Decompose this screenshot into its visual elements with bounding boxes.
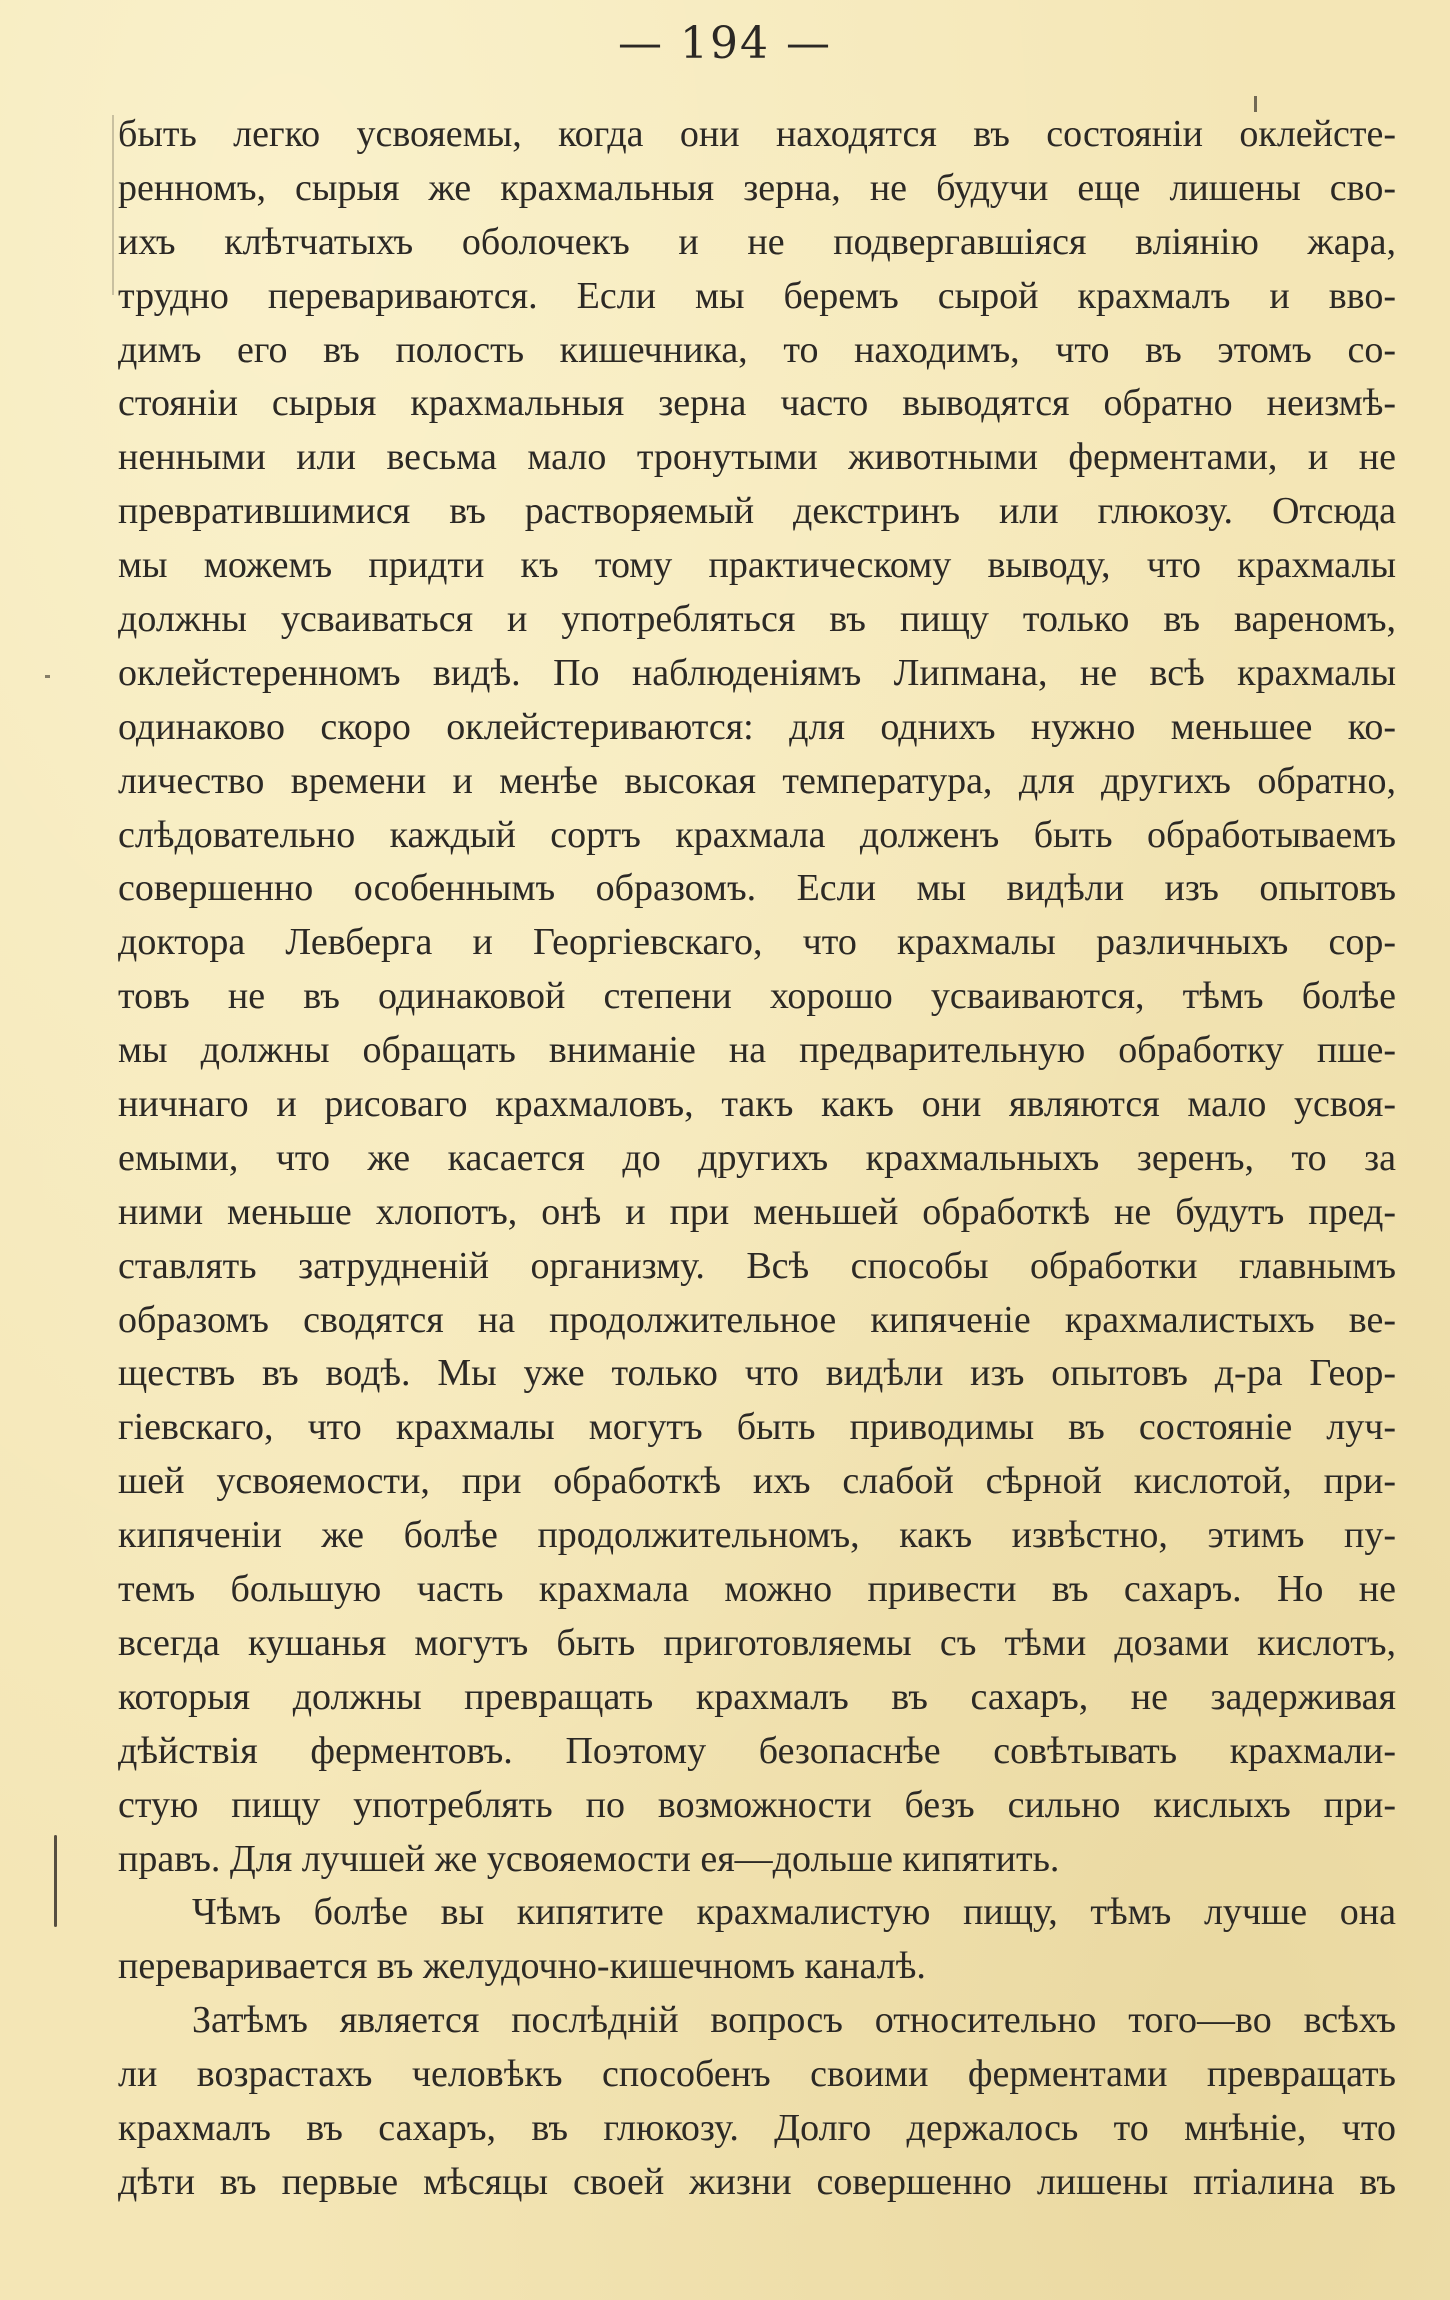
- text-line: образомъ сводятся на продолжительное кипяченіе крахмалистыхъ ве-: [118, 1298, 1396, 1341]
- text-line: мы должны обращать вниманіе на предварительную обработку пше-: [118, 1029, 1396, 1072]
- page-number: — 194 —: [618, 18, 832, 69]
- text-line: переваривается въ желудочно-кишечномъ каналѣ.: [118, 1945, 926, 1988]
- text-line: ставлять затрудненій организму. Всѣ способы обработки главнымъ: [118, 1244, 1396, 1287]
- margin-mark: [54, 1835, 57, 1927]
- margin-mark: [112, 115, 114, 295]
- text-line: гіевскаго, что крахмалы могутъ быть приводимы въ состояніе луч-: [118, 1406, 1396, 1449]
- text-line: ли возрастахъ человѣкъ способенъ своими ферментами превращать: [118, 2053, 1396, 2096]
- text-line: быть легко усвояемы, когда они находятся въ состояніи оклейсте-: [118, 113, 1396, 155]
- text-line: слѣдовательно каждый сортъ крахмала долженъ быть обработываемъ: [118, 813, 1396, 856]
- text-line: ненными или весьма мало тронутыми животными ферментами, и не: [118, 436, 1396, 479]
- text-line: крахмалъ въ сахаръ, въ глюкозу. Долго держалось то мнѣніе, что: [118, 2106, 1396, 2149]
- text-line: мы можемъ придти къ тому практическому выводу, что крахмалы: [118, 544, 1396, 587]
- text-line: должны усваиваться и употребляться въ пищу только въ вареномъ,: [118, 598, 1396, 641]
- text-line: стую пищу употреблять по возможности безъ сильно кислыхъ при-: [118, 1783, 1396, 1826]
- text-line: кипяченіи же болѣе продолжительномъ, какъ извѣстно, этимъ пу-: [118, 1514, 1396, 1557]
- text-line: Затѣмъ является послѣдній вопросъ относительно того—во всѣхъ: [192, 1999, 1396, 2042]
- text-line: оклейстеренномъ видѣ. По наблюденіямъ Липмана, не всѣ крахмалы: [118, 651, 1396, 694]
- text-line: одинаково скоро оклейстериваются: для однихъ нужно меньшее ко-: [118, 705, 1396, 748]
- text-line: ихъ клѣтчатыхъ оболочекъ и не подвергавшіяся вліянію жара,: [118, 220, 1396, 263]
- text-line: емыми, что же касается до другихъ крахмальныхъ зеренъ, то за: [118, 1136, 1396, 1179]
- text-line: дѣти въ первые мѣсяцы своей жизни совершенно лишены птіалина въ: [118, 2160, 1396, 2203]
- text-line: которыя должны превращать крахмалъ въ сахаръ, не задерживая: [118, 1675, 1396, 1718]
- text-line: превратившимися въ растворяемый декстринъ или глюкозу. Отсюда: [118, 490, 1396, 533]
- text-line: трудно перевариваются. Если мы беремъ сырой крахмалъ и вво-: [118, 274, 1396, 317]
- text-line: всегда кушанья могутъ быть приготовляемы съ тѣми дозами кислотъ,: [118, 1621, 1396, 1664]
- margin-mark: [45, 675, 50, 678]
- text-line: Чѣмъ болѣе вы кипятите крахмалистую пищу, тѣмъ лучше она: [192, 1891, 1396, 1934]
- text-line: товъ не въ одинаковой степени хорошо усваиваются, тѣмъ болѣе: [118, 975, 1396, 1018]
- text-line: шей усвояемости, при обработкѣ ихъ слабой сѣрной кислотой, при-: [118, 1460, 1396, 1503]
- text-line: ничнаго и рисоваго крахмаловъ, такъ какъ они являются мало усвоя-: [118, 1083, 1396, 1126]
- text-line: димъ его въ полость кишечника, то находимъ, что въ этомъ со-: [118, 328, 1396, 371]
- text-line: дѣйствія ферментовъ. Поэтому безопаснѣе совѣтывать крахмали-: [118, 1729, 1396, 1772]
- text-line: ществъ въ водѣ. Мы уже только что видѣли изъ опытовъ д-ра Геор-: [118, 1352, 1396, 1395]
- text-line: ними меньше хлопотъ, онѣ и при меньшей обработкѣ не будутъ пред-: [118, 1190, 1396, 1233]
- text-line: личество времени и менѣе высокая температура, для другихъ обратно,: [118, 759, 1396, 802]
- text-line: доктора Левберга и Георгіевскаго, что крахмалы различныхъ сор-: [118, 921, 1396, 964]
- text-line: ренномъ, сырыя же крахмальныя зерна, не будучи еще лишены сво-: [118, 166, 1396, 209]
- body-text: [118, 108, 1396, 2210]
- text-line: стояніи сырыя крахмальныя зерна часто выводятся обратно неизмѣ-: [118, 382, 1396, 425]
- text-line: темъ большую часть крахмала можно привести въ сахаръ. Но не: [118, 1568, 1396, 1611]
- text-line: совершенно особеннымъ образомъ. Если мы видѣли изъ опытовъ: [118, 867, 1396, 910]
- text-line: правъ. Для лучшей же усвояемости ея—дольше кипятить.: [118, 1837, 1060, 1880]
